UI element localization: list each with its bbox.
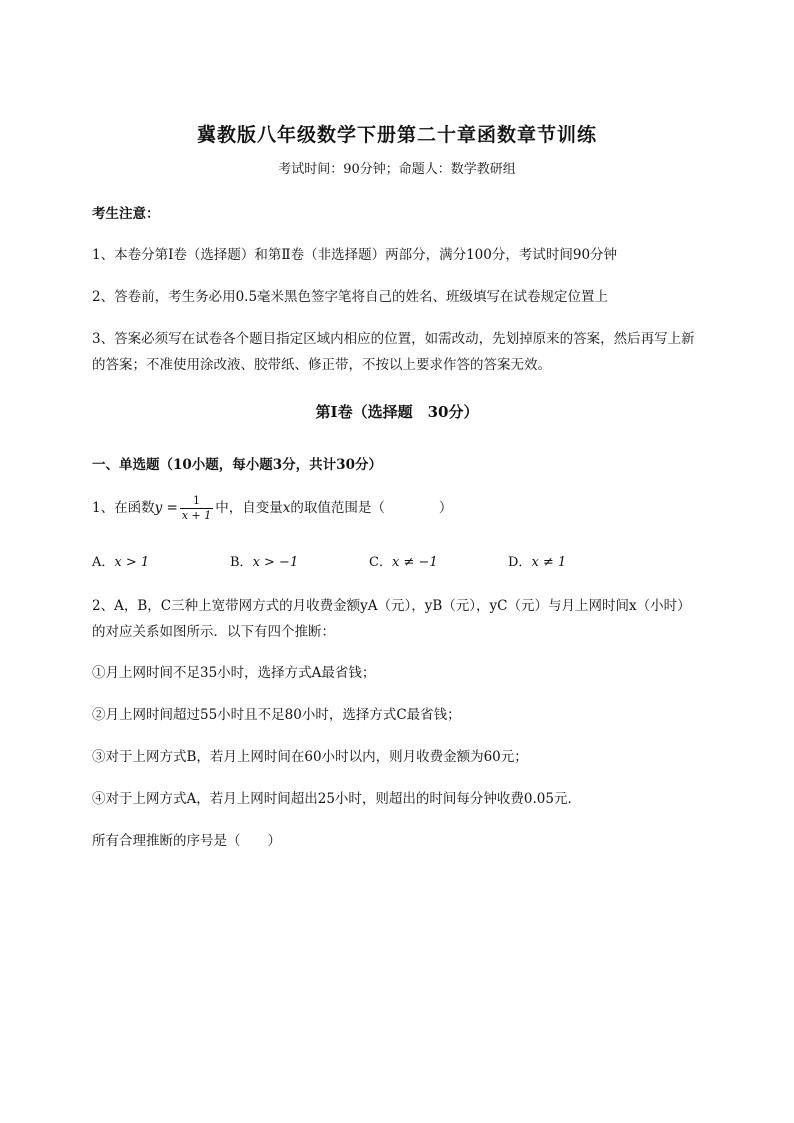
question-2-line-2: 的对应关系如图所示．以下有四个推断： bbox=[92, 624, 335, 640]
q1-option-c-label: C． bbox=[369, 555, 392, 570]
notice-item-3-line-1: 3、答案必须写在试卷各个题目指定区域内相应的位置，如需改动，先划掉原来的答案，然后再写上新 bbox=[92, 331, 695, 347]
q1-suffix: 中，自变量 bbox=[215, 500, 283, 516]
q1-variable: x bbox=[282, 500, 291, 516]
q1-fraction bbox=[180, 494, 213, 523]
q2-statement-3: ③对于上网方式B，若月上网时间在60小时以内，则月收费金额为60元； bbox=[92, 749, 528, 765]
q1-option-c bbox=[369, 551, 438, 570]
q1-frac-numerator: 1 bbox=[180, 494, 213, 509]
q1-option-b-value: x > −1 bbox=[252, 555, 299, 570]
q1-option-d bbox=[508, 551, 566, 570]
q1-option-d-value: x ≠ 1 bbox=[531, 555, 567, 570]
q1-option-b bbox=[230, 551, 298, 570]
q1-suffix-2: 的取值范围是（ ） bbox=[290, 500, 453, 516]
question-2-line-1: 2、A，B，C三种上宽带网方式的月收费金额yA（元），yB（元），yC（元）与月上网时间x（小时） bbox=[92, 598, 691, 614]
notice-item-1: 1、本卷分第I卷（选择题）和第Ⅱ卷（非选择题）两部分，满分100分，考试时间90分钟 bbox=[92, 247, 618, 263]
q2-statement-4: ④对于上网方式A，若月上网时间超出25小时，则超出的时间每分钟收费0.05元． bbox=[92, 791, 581, 807]
q1-option-a bbox=[92, 551, 149, 570]
notice-item-2: 2、答卷前，考生务必用0.5毫米黑色签字笔将自己的姓名、班级填写在试卷规定位置上 bbox=[92, 289, 609, 305]
q1-lhs: y = bbox=[154, 500, 178, 516]
q2-statement-2: ②月上网时间超过55小时且不足80小时，选择方式C最省钱； bbox=[92, 707, 461, 723]
q2-statement-1: ①月上网时间不足35小时，选择方式A最省钱； bbox=[92, 665, 376, 681]
q2-question: 所有合理推断的序号是（ ） bbox=[92, 833, 281, 849]
exam-info: 考试时间：90分钟；命题人：数学教研组 bbox=[278, 162, 516, 177]
q1-option-d-label: D． bbox=[508, 555, 532, 570]
section-title: 第I卷（选择题 30分） bbox=[315, 403, 479, 421]
q1-option-a-value: x > 1 bbox=[114, 555, 150, 570]
notice-item-3-line-2: 的答案；不准使用涂改液、胶带纸、修正带，不按以上要求作答的答案无效。 bbox=[92, 357, 551, 373]
q1-option-a-label: A． bbox=[92, 555, 115, 570]
question-1 bbox=[92, 494, 452, 523]
q1-frac-denominator: x + 1 bbox=[181, 509, 212, 522]
q1-prefix: 1、在函数 bbox=[92, 500, 155, 516]
page-title: 冀教版八年级数学下册第二十章函数章节训练 bbox=[196, 124, 597, 146]
notice-heading: 考生注意： bbox=[92, 206, 160, 222]
q1-option-b-label: B． bbox=[230, 555, 253, 570]
q1-option-c-value: x ≠ −1 bbox=[391, 555, 438, 570]
part-heading: 一、单选题（10小题，每小题3分，共计30分） bbox=[92, 457, 382, 473]
